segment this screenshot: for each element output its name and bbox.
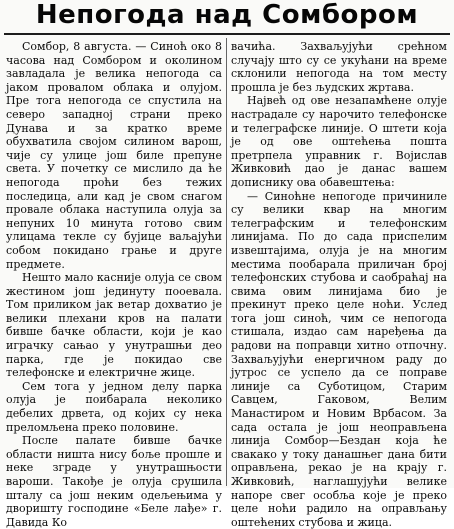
article-column-left <box>6 40 222 529</box>
column-divider <box>226 38 227 486</box>
paragraph: Највећ од ове незапамћене олује настрадале су нарочито телефонске и телеграфске линије. О штети која је од ове оштећења поштa претрпела управник г. Војислав Живковић дао је данас вашем дописнику ова обавештења: <box>231 94 447 189</box>
paragraph: вачића. Захваљујући срећном случају што су се укућани на време склонили непогода на том месту прошла је без људских жртава. <box>231 40 447 94</box>
paragraph: — Синоћне непогоде причиниле су велики квар на многим телеграфским и телефонским линијама. По до сада приспелим извештајима, олуја је на многим местима пообарала приличан број телефонских стубова и саобраћај на свима овим линијама био је прекинут преко целе ноћи. Услед тога још синоћ, чим се непогода стишала, издао сам наређења да радови на поправци хитно отпочну. Захваљујући енергичном раду до јутрос се успело да се поправе линије са Суботицом, Старим Савцем, Гаковом, Вeлим Манастиром и Новим Врбасом. За сада остала је још неоправљена линија Сомбор—Бездан која ће свакако у току данашњег дана бити оправљена, рекао је на крају г. Живковић, наглашујући велике напоре свег особља које је преко целе ноћи радило на оправљању оштећених стубова и жица. <box>231 189 447 529</box>
paragraph: После палате бивше бачке области ништа нису боље прошле и неке зграде у унутрашњости вароши. Такође је олуја срушила шталу са још неким одељењима у дворишту господине «Беле лађе» г. Давида Ко <box>6 434 222 529</box>
headline: Непогода над Сомбором <box>35 0 419 30</box>
article-column-right <box>231 40 447 529</box>
paragraph: Нешто мало касније олуја се свом жестином још јединуту пооевала. Том приликом јак ветар дохватио је велики плехани кров на палати бивше бачке области, који је као играчку сањао у унутрашњи део парка, где је покидао све телефонске и електричне жице. <box>6 271 222 380</box>
paragraph: Сем тога у једном делу парка олуја је поибарала неколико дебелих дрвета, од којих су нека преломљена преко половине. <box>6 379 222 434</box>
headline-rule <box>4 33 450 35</box>
paragraph: Сомбор, 8 августа. — Синоћ око 8 часова над Сомбором и околином завладала је велика непогода са јаком провалом облака и олујом. Пре тога непогода се спустила на северо западној страни преко Дунава и за кратко време обухватила својом силином варош, чије су улице још биле препуне света. У почетку се мислило да ће непогода проћи без тежих последица, али кад је свом снагом провале облака наступила олуја за непуних 10 минута готово свим улицама текле су бујице ваљајући собом покидано грање и друге предмете. <box>6 40 222 271</box>
